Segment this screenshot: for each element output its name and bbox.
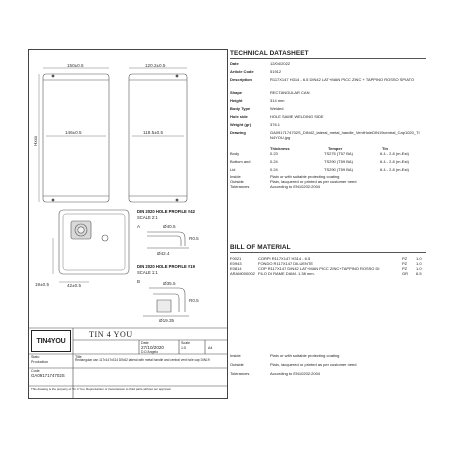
profile-a-scale: SCALE 2:1 xyxy=(137,215,158,220)
datasheet-title: TECHNICAL DATASHEET xyxy=(230,50,309,57)
front-outer-width-dim: 150±0.5 xyxy=(67,63,84,68)
table-row: Bottom and 0.24 TS290 (T59 BA) 6.4 - 2.8 (m-Est) xyxy=(230,159,409,164)
table-row: Body 0.23 TS275 (T57 BA) 6.4 - 2.8 (m-Est) xyxy=(230,151,409,156)
drawn-by: D.D'Angelo xyxy=(141,350,159,354)
profile-b-section xyxy=(143,288,189,316)
drawing-sheet xyxy=(28,49,228,399)
profile-a-dim-2: Ø42.4 xyxy=(157,251,170,256)
side-outer-width-dim: 120.2±0.5 xyxy=(145,63,166,68)
datasheet-divider xyxy=(230,58,426,59)
profile-a-dim-3: R0.5 xyxy=(189,236,199,241)
table-row: ARAM000002 FILO DI RAME DIAM. 1.38 mm. GR 6.5 xyxy=(230,271,422,276)
company-logo xyxy=(31,330,71,352)
handle-lug-right-bottom-icon xyxy=(176,199,179,202)
table-row: E0943 FONDO R117X147 DILUENTE PZ 1.0 xyxy=(230,261,422,266)
plan-left-dim: 19±0.5 xyxy=(35,282,50,287)
table-row: Lid 0.24 TS290 (T59 BA) 6.4 - 2.8 (m-Est) xyxy=(230,167,409,172)
plan-bottom-dim: 42±0.5 xyxy=(67,283,82,288)
profile-b-title: DIN 2020 HOLE PROFILE #19 xyxy=(137,264,195,269)
profile-a-section xyxy=(147,232,189,248)
profile-a-marker: A xyxy=(137,224,141,229)
profile-a-dim-1: Ø40.5 xyxy=(163,224,176,229)
handle-lug-left-bottom-icon xyxy=(52,199,55,202)
thickness-header-row: Thickness Temper Tin xyxy=(270,146,388,151)
drawing-title: Rectangular can 117x147x314 DIN42 lateral with metal handle and central vent hole cap DIN19 xyxy=(75,358,210,362)
scale-value: 1:5 xyxy=(181,346,186,350)
status-value: Production xyxy=(31,360,49,364)
company-name: TIN 4 YOU xyxy=(89,330,133,339)
scale-label: Scale xyxy=(181,341,190,345)
status-label: Stato xyxy=(31,355,40,359)
side-inner-width-dim: 118.5±0.5 xyxy=(143,130,164,135)
date-value: 27/10/2020 xyxy=(141,345,164,350)
logo-text: TIN4YOU xyxy=(36,337,66,345)
side-view xyxy=(129,68,187,202)
date-label: Date xyxy=(141,341,149,345)
handle-lug-right-icon xyxy=(176,75,179,78)
front-view xyxy=(39,68,109,202)
profile-b-marker: B xyxy=(137,279,141,284)
handle-lug-left-icon xyxy=(52,75,55,78)
front-inner-width-dim: 146±0.5 xyxy=(65,130,82,135)
bom-divider xyxy=(230,252,426,253)
table-row: E0814 COP R117X147 DIN42 LAT+MAN PICC ZINC+TAPPINO ROSSO DI PZ 1.0 xyxy=(230,266,422,271)
drawing-code: GA0917174702S xyxy=(31,373,65,378)
table-row: F0021 CORPI R117X147 H314 - 6.5 PZ 1.0 xyxy=(230,256,422,261)
profile-b-dim-3: Ø19.35 xyxy=(159,318,175,323)
thickness-table xyxy=(230,146,426,175)
profile-b-dim-2: R0.5 xyxy=(189,298,199,303)
code-label: Code xyxy=(31,369,40,373)
bom-title: BILL OF MATERIAL xyxy=(230,244,291,251)
profile-a-title: DIN 2020 HOLE PROFILE #42 xyxy=(137,209,195,214)
profile-b-dim-1: Ø35.5 xyxy=(163,281,176,286)
sheet-size: A4 xyxy=(208,346,213,350)
height-dim: Hxxx xyxy=(33,135,38,146)
disclaimer: This drawing is the property of Tin 4 You. Reproduction or transmission to third parts without our approval xyxy=(31,387,171,391)
lid-plan-view xyxy=(53,210,129,282)
title-label: Title xyxy=(75,355,82,359)
profile-b-scale: SCALE 1:1 xyxy=(137,270,158,275)
